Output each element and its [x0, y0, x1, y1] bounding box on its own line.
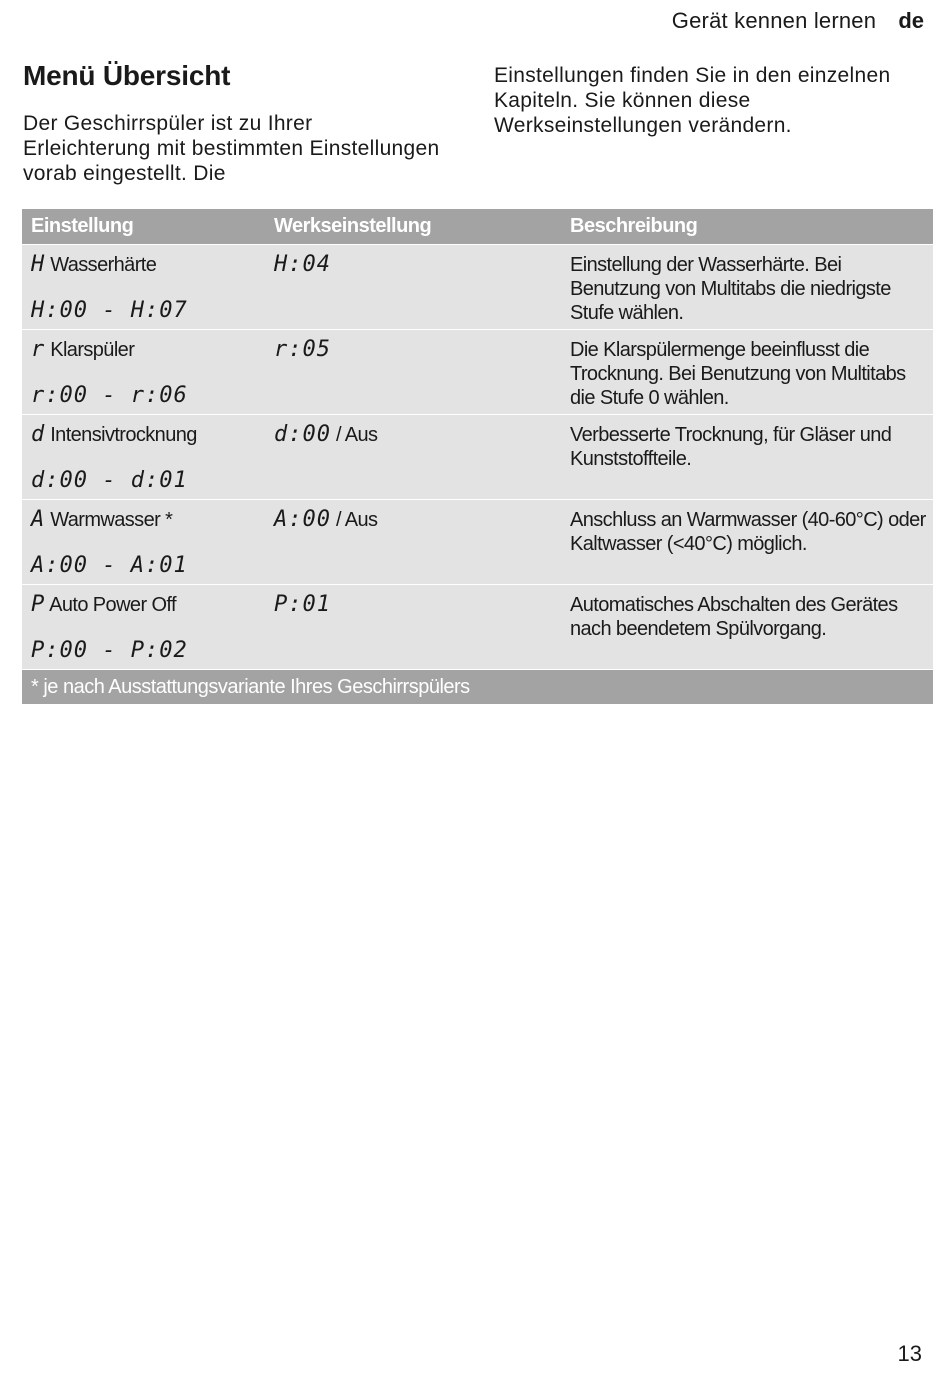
running-header: [672, 8, 924, 34]
default-value: P:01: [274, 592, 331, 617]
default-value: d:00: [274, 422, 331, 447]
setting-code: A: [31, 507, 46, 532]
default-value: H:04: [274, 252, 331, 277]
default-cell: [265, 585, 561, 670]
setting-label: [31, 508, 265, 532]
table-row: [22, 500, 933, 585]
setting-label: [31, 338, 265, 362]
default-suffix: / Aus: [335, 424, 378, 446]
page-title: Menü Übersicht: [23, 60, 231, 91]
setting-name: Warmwasser *: [50, 509, 173, 531]
description-cell: Anschluss an Warmwasser (40-60°C) oder Kaltwasser (<40°C) möglich.: [561, 500, 933, 585]
setting-name: Auto Power Off: [49, 594, 176, 616]
page-number: 13: [897, 1341, 922, 1366]
column-header-setting: Einstellung: [22, 209, 265, 245]
table-header-row: [22, 209, 933, 245]
setting-name: Intensivtrocknung: [50, 424, 197, 446]
setting-code: r: [31, 337, 46, 362]
setting-name: Wasserhärte: [50, 254, 157, 276]
section-title: Gerät kennen lernen: [671, 8, 877, 33]
default-cell: [265, 415, 561, 500]
default-value: A:00: [274, 507, 331, 532]
setting-range: A:00 - A:01: [31, 553, 188, 578]
table-row: [22, 330, 933, 415]
language-tag: de: [898, 8, 924, 33]
setting-label: [31, 423, 265, 447]
setting-range: d:00 - d:01: [31, 468, 188, 493]
setting-code: d: [31, 422, 46, 447]
column-header-default: Werkseinstellung: [265, 209, 561, 245]
setting-code: H: [31, 252, 46, 277]
description-cell: Automatisches Abschalten des Gerätes nach beendetem Spülvorgang.: [561, 585, 933, 670]
default-cell: [265, 330, 561, 415]
intro-text-left: Der Geschirrspüler ist zu Ihrer Erleichterung mit bestimmten Einstellungen vorab eingestellt. Die: [23, 112, 440, 185]
setting-name: Klarspüler: [50, 339, 135, 361]
setting-cell: [22, 330, 265, 415]
description-cell: Verbesserte Trocknung, für Gläser und Kunststoffteile.: [561, 415, 933, 500]
default-suffix: / Aus: [335, 509, 378, 531]
default-cell: [265, 245, 561, 330]
menu-overview-table: [22, 209, 933, 704]
setting-code: P: [31, 592, 46, 617]
description-cell: Die Klarspülermenge beeinflusst die Trocknung. Bei Benutzung von Multitabs die Stufe 0 wählen.: [561, 330, 933, 415]
setting-cell: [22, 245, 265, 330]
table-footnote: * je nach Ausstattungsvariante Ihres Geschirrspülers: [22, 670, 933, 705]
setting-cell: [22, 500, 265, 585]
setting-cell: [22, 585, 265, 670]
table-row: [22, 245, 933, 330]
intro-text-right: Einstellungen finden Sie in den einzelnen Kapiteln. Sie können diese Werkseinstellungen verändern.: [494, 64, 891, 137]
column-header-description: Beschreibung: [561, 209, 933, 245]
setting-label: [31, 253, 265, 277]
setting-range: P:00 - P:02: [31, 638, 188, 663]
table-row: [22, 415, 933, 500]
setting-label: [31, 593, 265, 617]
table-row: [22, 585, 933, 670]
default-value: r:05: [274, 337, 331, 362]
setting-range: H:00 - H:07: [31, 298, 188, 323]
table-footnote-row: [22, 670, 933, 705]
default-cell: [265, 500, 561, 585]
description-cell: Einstellung der Wasserhärte. Bei Benutzung von Multitabs die niedrigste Stufe wählen.: [561, 245, 933, 330]
setting-range: r:00 - r:06: [31, 383, 188, 408]
setting-cell: [22, 415, 265, 500]
